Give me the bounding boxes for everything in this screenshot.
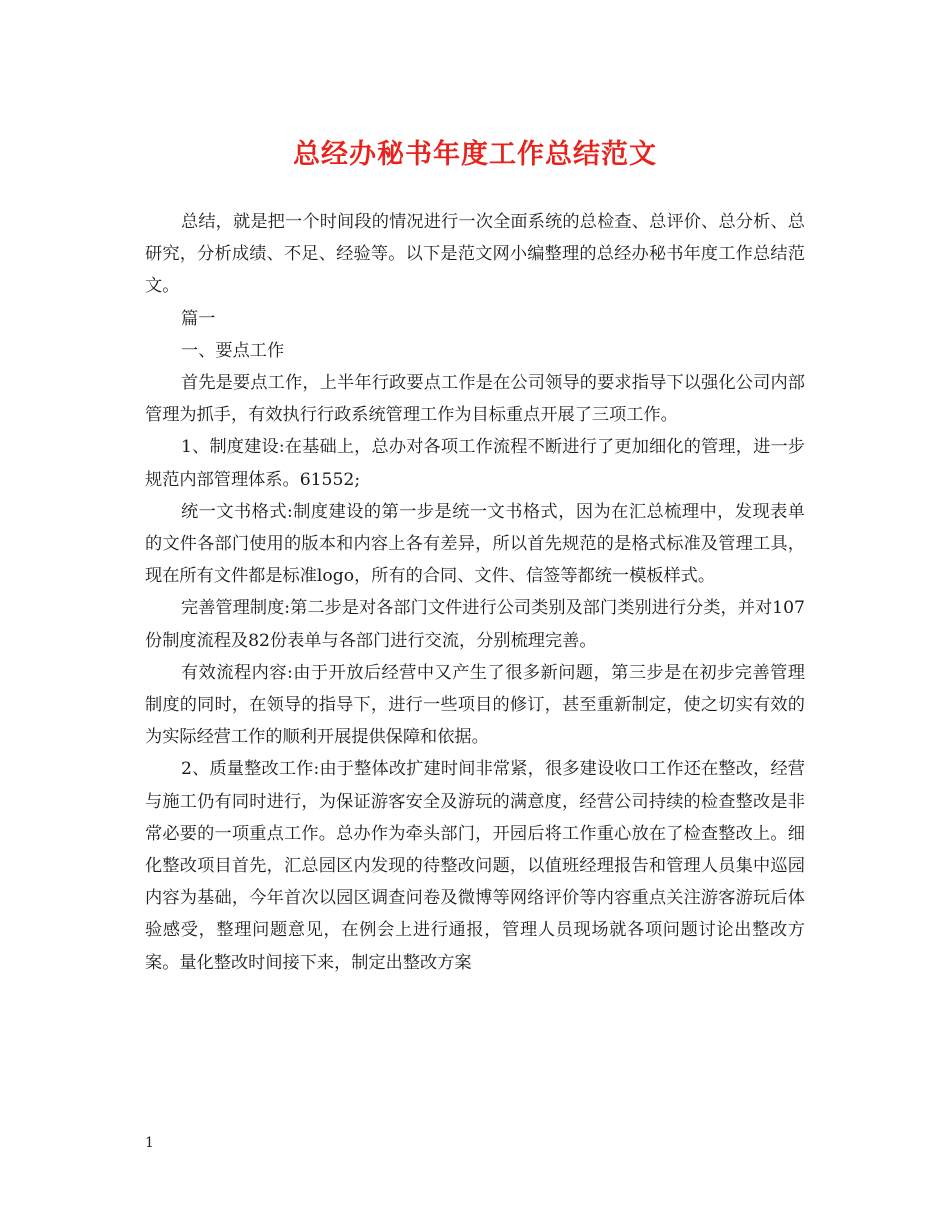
paragraph-intro: 总结，就是把一个时间段的情况进行一次全面系统的总检查、总评价、总分析、总研究，分析成绩、不足、经验等。以下是范文网小编整理的总经办秘书年度工作总结范文。 [145,212,805,297]
page-number: 1 [145,1135,154,1151]
paragraph-unified-format: 统一文书格式:制度建设的第一步是统一文书格式，因为在汇总梳理中，发现表单的文件各部门使用的版本和内容上各有差异，所以首先规范的是格式标准及管理工具，现在所有文件都是标准logo，所有的合同、文件、信签等都统一模板样式。 [145,501,805,587]
paragraph-key-work: 首先是要点工作，上半年行政要点工作是在公司领导的要求指导下以强化公司内部管理为抓手，有效执行行政系统管理工作为目标重点开展了三项工作。 [145,373,805,426]
document-body [145,206,805,979]
paragraph-quality-rectification: 2、质量整改工作:由于整体改扩建时间非常紧，很多建设收口工作还在整改，经营与施工仍有同时进行，为保证游客安全及游玩的满意度，经营公司持续的检查整改是非常必要的一项重点工作。总办作为牵头部门，开园后将工作重心放在了检查整改上。细化整改项目首先，汇总园区内发现的待整改问题，以值班经理报告和管理人员集中巡园内容为基础，今年首次以园区调查问卷及微博等网络评价等内容重点关注游客游玩后体验感受，整理问题意见，在例会上进行通报，管理人员现场就各项问题讨论出整改方案。量化整改时间接下来，制定出整改方案 [145,759,805,973]
paragraph-system-building: 1、制度建设:在基础上，总办对各项工作流程不断进行了更加细化的管理，进一步规范内部管理体系。61552; [145,437,805,490]
paragraph-improve-system: 完善管理制度:第二步是对各部门文件进行公司类别及部门类别进行分类，并对107份制度流程及82份表单与各部门进行交流，分别梳理完善。 [145,598,805,651]
document-title: 总经办秘书年度工作总结范文 [293,139,657,170]
paragraph-section-heading: 一、要点工作 [181,340,285,361]
paragraph-part-heading: 篇一 [181,308,216,329]
paragraph-effective-process: 有效流程内容:由于开放后经营中又产生了很多新问题，第三步是在初步完善管理制度的同时，在领导的指导下，进行一些项目的修订，甚至重新制定，使之切实有效的为实际经营工作的顺利开展提供保障和依据。 [145,662,805,748]
